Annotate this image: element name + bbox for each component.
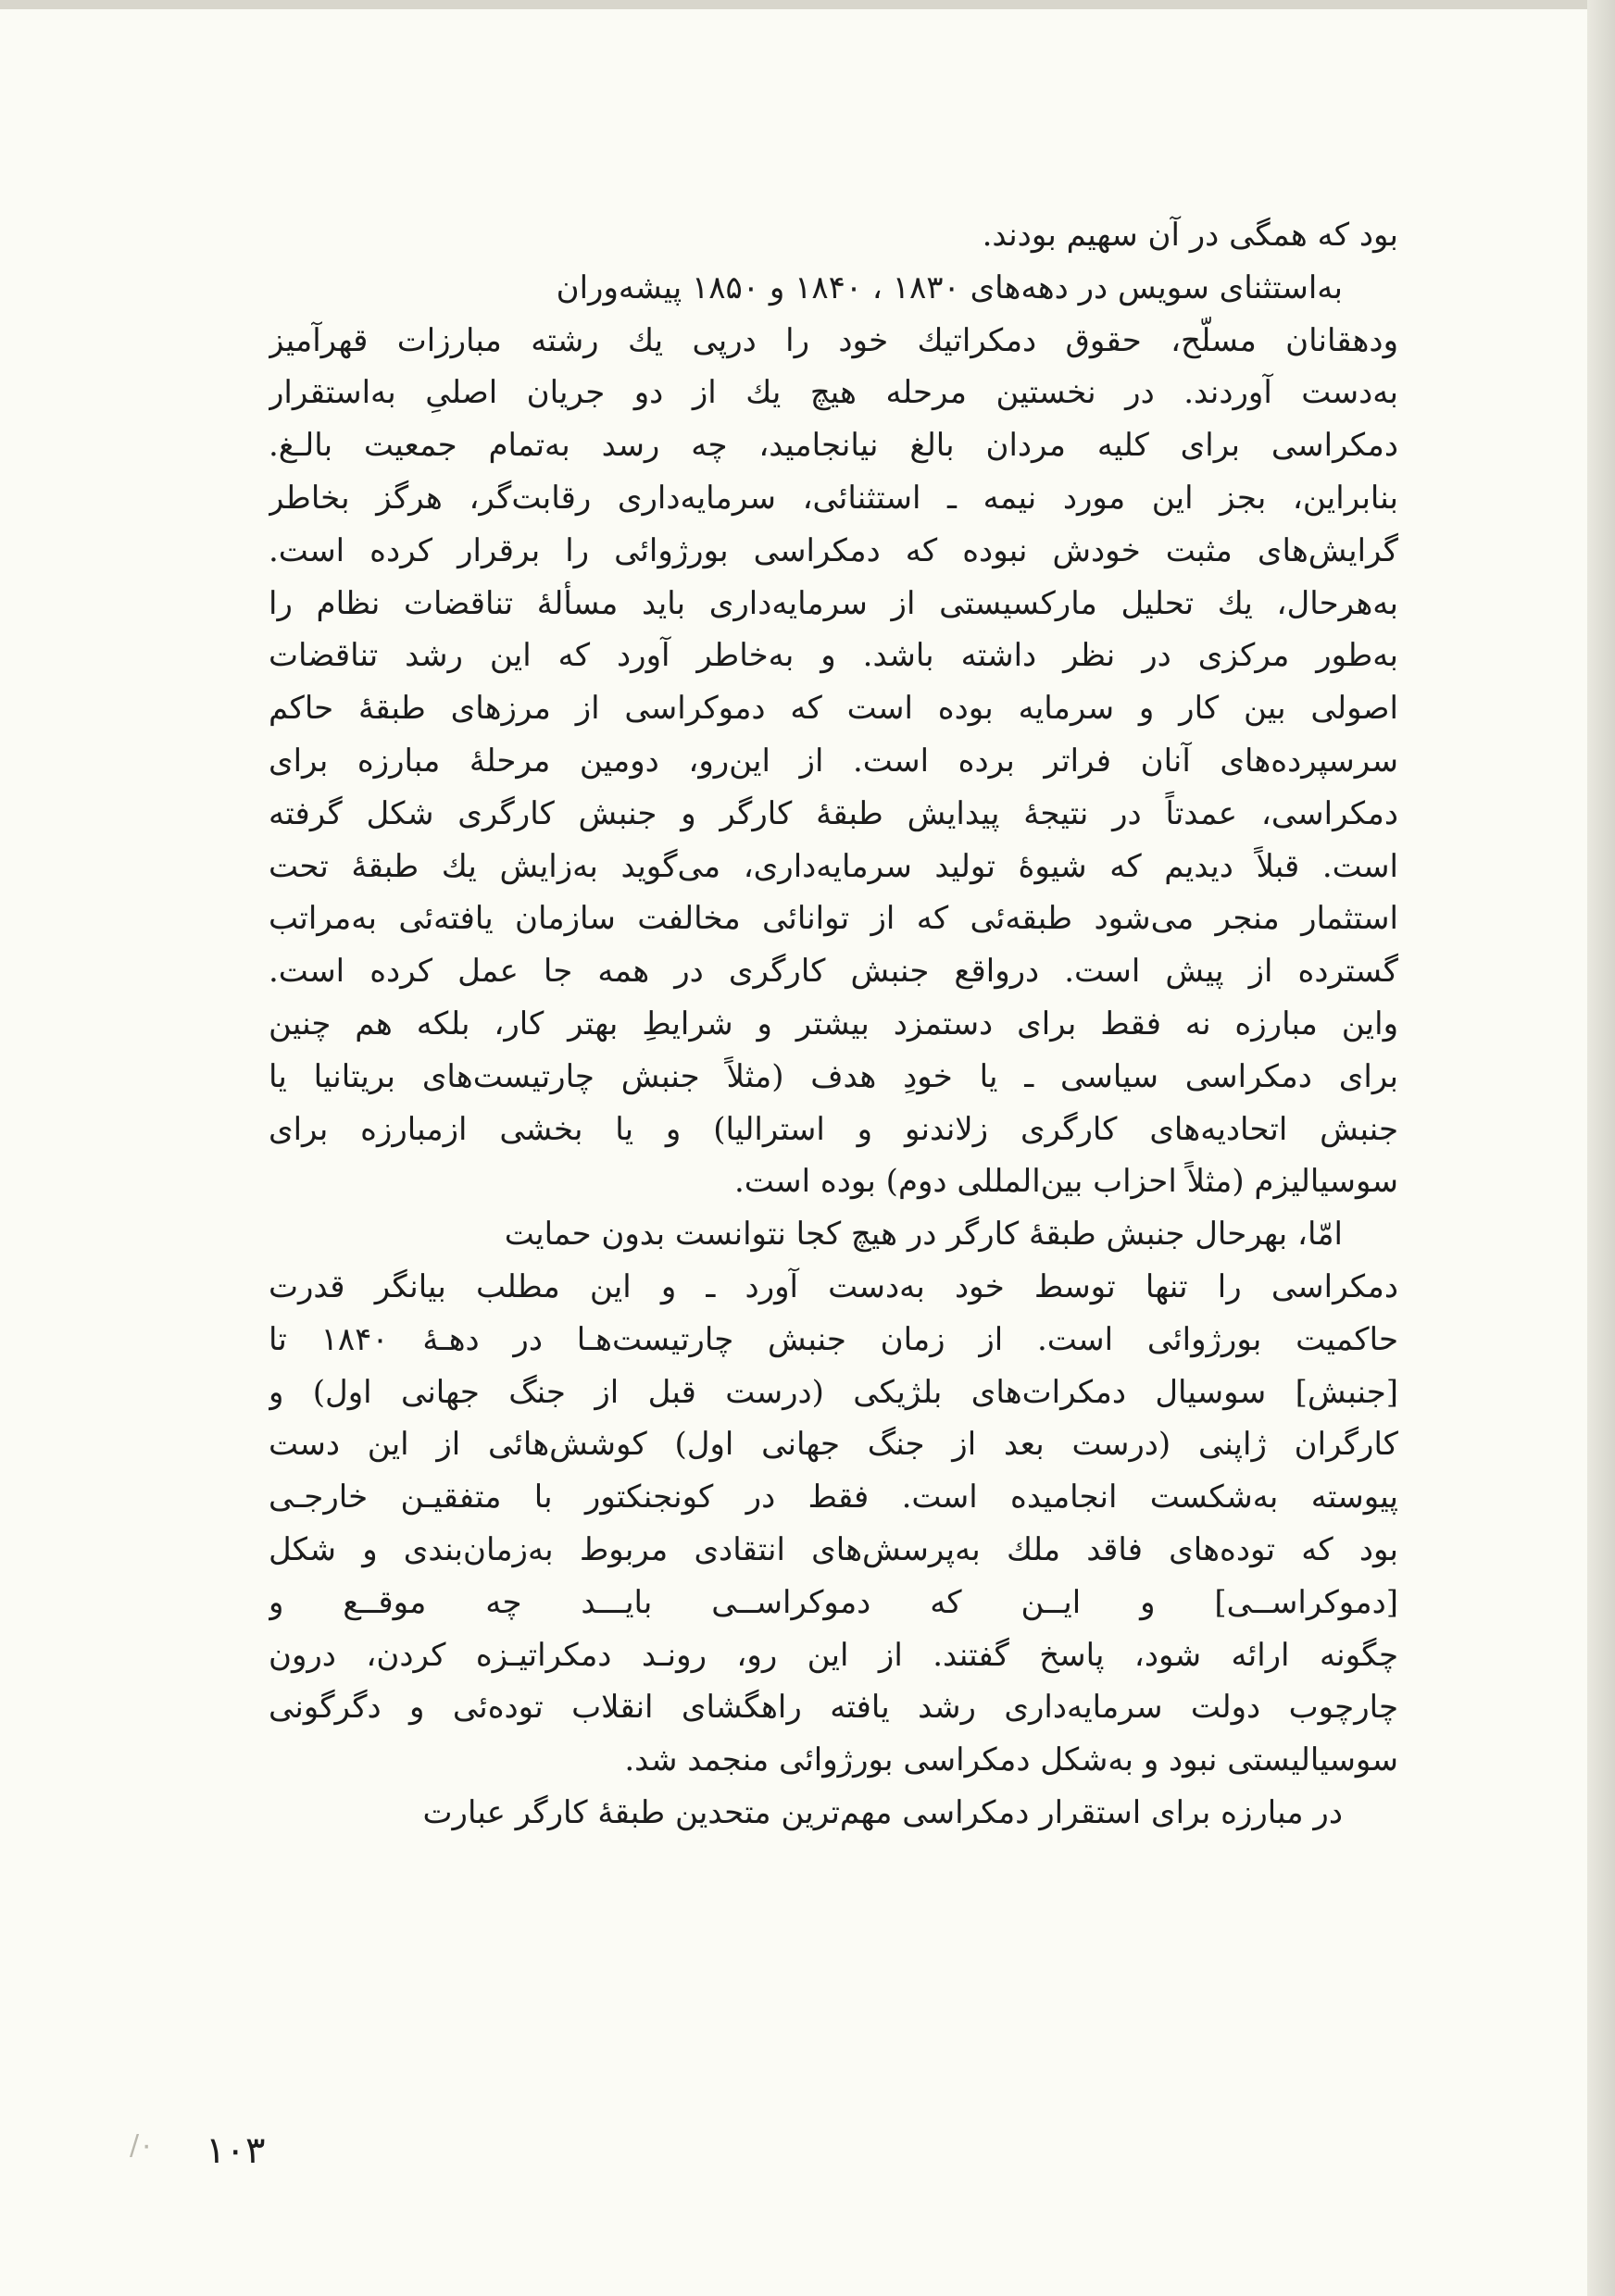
text-line: دمکراسی را تنها توسط خود به‌دست آورد ـ و این مطلب بیانگر قدرت	[269, 1267, 1398, 1305]
text-line: استثمار منجر می‌شود طبقه‌ئی که از توانائی مخالفت سازمان یافته‌ئی به‌مراتب	[269, 900, 1398, 938]
text-line: کارگران ژاپنی (درست بعد از جنگ جهانی اول) کوشش‌هائی از این دست	[269, 1426, 1398, 1464]
text-line: به‌دست آوردند. در نخستین مرحله هیچ يك از دو جریان اصلیِ به‌استقرار	[269, 374, 1398, 412]
text-line: در مبارزه برای استقرار دمکراسی مهم‌ترین متحدین طبقهٔ کارگر عبارت	[422, 1793, 1343, 1831]
page-top-edge	[0, 0, 1615, 9]
body-text	[269, 209, 1398, 1840]
text-line: دمکراسی، عمدتاً در نتیجهٔ پیدایش طبقهٔ کارگر و جنبش کارگری شکل گرفته	[269, 794, 1398, 832]
page-right-edge	[1587, 0, 1615, 2296]
text-line: جنبش اتحادیه‌های کارگری زلاندنو و استرالیا) و یا بخشی ازمبارزه برای	[269, 1110, 1398, 1148]
text-line: چارچوب دولت سرمایه‌داری رشد یافته راهگشای انقلاب توده‌ئی و دگرگونی	[269, 1689, 1398, 1727]
text-line: به‌استثنای سویس در دهه‌های ۱۸۳۰ ، ۱۸۴۰ و ۱۸۵۰ پیشه‌وران	[556, 268, 1343, 306]
text-line: به‌طور مرکزی در نظر داشته باشد. و به‌خاطر آورد که این رشد تناقضات	[269, 637, 1398, 675]
text-line: بود که همگی در آن سهیم بودند.	[982, 217, 1398, 254]
text-line: گسترده از پیش است. درواقع جنبش کارگری در همه جا عمل کرده است.	[269, 953, 1398, 991]
text-line: سرسپرده‌های آنان فراتر برده است. از این‌رو، دومین مرحلهٔ مبارزه برای	[269, 742, 1398, 780]
text-line: دمکراسی برای کلیه مردان بالغ نیانجامید، چه رسد به‌تمام جمعیت بالـغ.	[269, 427, 1398, 465]
text-line: چگونه ارائه شود، پاسخ گفتند. از این رو، رونـد دمکراتیـزه کردن، درون	[269, 1636, 1398, 1674]
text-line: است. قبلاً دیدیم که شیوهٔ تولید سرمایه‌داری، می‌گوید به‌زایش يك طبقهٔ تحت	[269, 847, 1398, 885]
text-line: واین مبارزه نه فقط برای دستمزد بیشتر و شرایطِ بهتر کار، بلکه هم چنین	[269, 1004, 1398, 1042]
text-line: به‌هرحال، يك تحلیل مارکسیستی از سرمایه‌داری باید مسألهٔ تناقضات نظام را	[269, 584, 1398, 622]
text-line: سوسیالیستی نبود و به‌شکل دمکراسی بورژوائی منجمد شد.	[624, 1741, 1398, 1779]
text-line: ودهقانان مسلّح، حقوق دمکراتیك خود را درپی يك رشته مبارزات قهرآمیز	[269, 321, 1398, 359]
text-line: [جنبش] سوسیال دمکرات‌های بلژیکی (درست قبل از جنگ جهانی اول) و	[269, 1373, 1398, 1411]
text-line: پیوسته به‌شکست انجامیده است. فقط در کونجنکتور با متفقیـن خارجـی	[269, 1479, 1398, 1516]
text-line: حاکمیت بورژوائی است. از زمان جنبش چارتیست‌هـا در دهـهٔ ۱۸۴۰ تا	[269, 1320, 1398, 1358]
text-line: امّا، بهرحال جنبش طبقهٔ کارگر در هیچ کجا نتوانست بدون حمایت	[504, 1216, 1343, 1254]
text-line: [دموکراســی] و ایــن که دموکراســی بایـــد چه موقــع و	[269, 1583, 1398, 1621]
margin-mark: /۰	[130, 2129, 155, 2162]
text-line: برای دمکراسی سیاسی ـ یا خودِ هدف (مثلاً جنبش چارتیست‌های بریتانیا یا	[269, 1057, 1398, 1095]
page-number: ۱۰۳	[206, 2129, 266, 2172]
text-line: بنابراین، بجز این مورد نیمه ـ استثنائی، سرمایه‌داری رقابت‌گر، هرگز بخاطر	[269, 479, 1398, 517]
text-line: گرایش‌های مثبت خودش نبوده که دمکراسی بورژوائی را برقرار کرده است.	[269, 531, 1398, 569]
text-line: اصولی بین کار و سرمایه بوده است که دموکراسی از مرزهای طبقهٔ حاکم	[269, 690, 1398, 728]
text-line: سوسیالیزم (مثلاً احزاب بین‌المللی دوم) بوده است.	[733, 1163, 1398, 1201]
text-line: بود که توده‌های فاقد ملك به‌پرسش‌های انتقادی مربوط به‌زمان‌بندی و شکل	[269, 1530, 1398, 1568]
